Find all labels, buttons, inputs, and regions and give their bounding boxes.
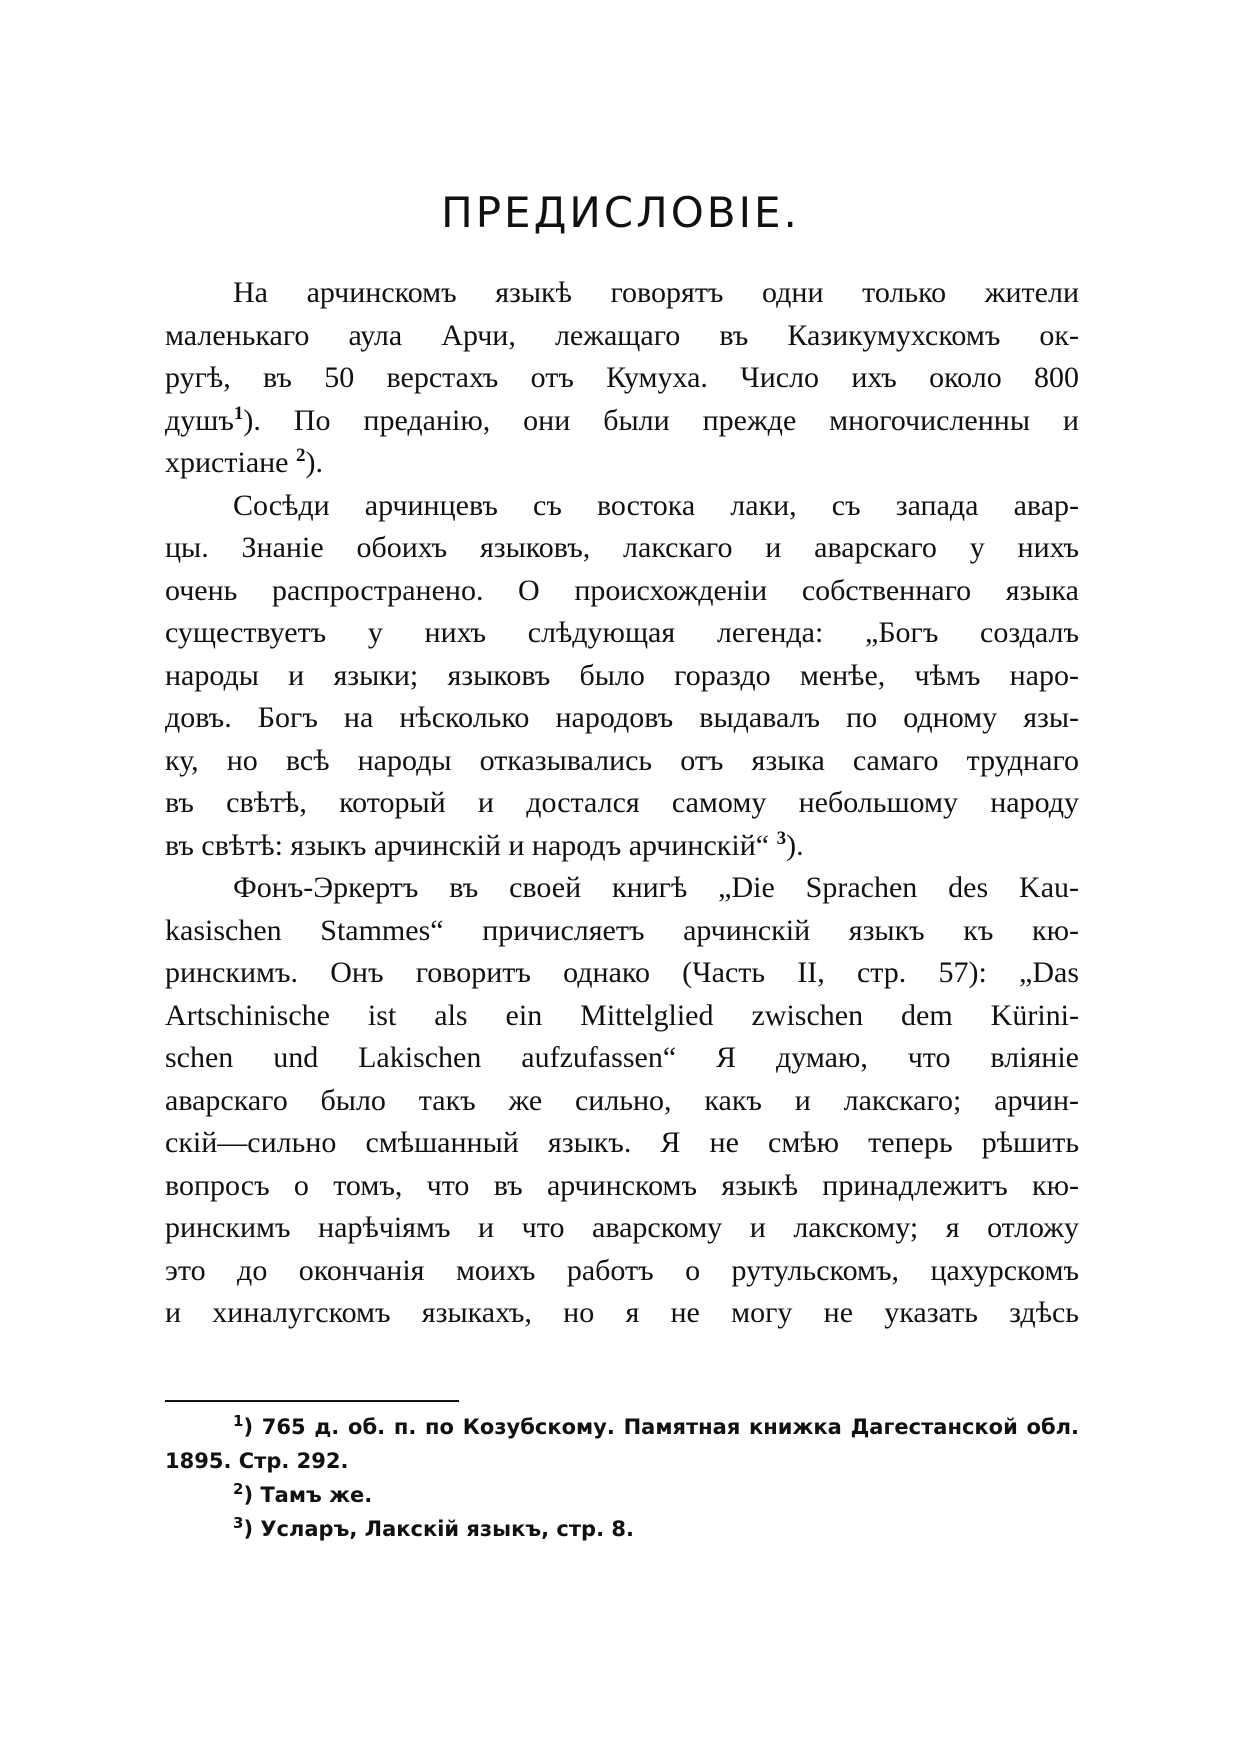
text-line: народы и языки; языковъ было гораздо менѣе, чѣмъ наро- bbox=[165, 658, 1079, 692]
footnote-line bbox=[165, 1512, 1079, 1546]
footnote-ref: 3 bbox=[776, 827, 787, 849]
text-line: ринскимъ нарѣчіямъ и что аварскому и лакскому; я отложу bbox=[165, 1211, 1079, 1244]
footnotes bbox=[165, 1410, 1079, 1546]
footnote-ref: 2 bbox=[296, 445, 306, 466]
text-line: довъ. Богъ на нѣсколько народовъ выдавалъ по одному язы- bbox=[165, 701, 1079, 734]
text-line: Фонъ-Эркертъ въ своей книгѣ „Die Sprachen des Kau- bbox=[233, 871, 1079, 904]
footnote-mark: 3 bbox=[233, 1514, 244, 1532]
footnote-text: ) Усларъ, Лакскій языкъ, стр. 8. bbox=[243, 1517, 634, 1541]
text-line: Artschinische ist als ein Mittelglied zwischen dem Kürini- bbox=[165, 998, 1079, 1032]
footnote-text: ) 765 д. об. п. по Козубскому. Памятная книжка Дагестанской обл. bbox=[243, 1415, 1079, 1439]
text-segment: душъ bbox=[165, 403, 234, 437]
footnote-mark: 2 bbox=[233, 1480, 244, 1498]
text-line bbox=[165, 442, 1079, 485]
text-line: schen und Lakischen aufzufassen“ Я думаю, что вліяніе bbox=[165, 1041, 1079, 1074]
paragraph-3 bbox=[165, 867, 1079, 1335]
text-line: это до окончанія моихъ работъ о рутульскомъ, цахурскомъ bbox=[165, 1253, 1079, 1287]
text-line: маленькаго аула Арчи, лежащаго въ Казикумухскомъ ок- bbox=[165, 318, 1079, 352]
body-text bbox=[165, 272, 1079, 1335]
text-line: ку, но всѣ народы отказывались отъ языка самаго труднаго bbox=[165, 743, 1079, 777]
text-segment: въ свѣтѣ: языкъ арчинскій и народъ арчинскій“ bbox=[165, 828, 777, 862]
paragraph-1 bbox=[165, 272, 1079, 485]
footnote-2 bbox=[165, 1478, 1079, 1512]
text-line: вопросъ о томъ, что въ арчинскомъ языкѣ принадлежитъ кю- bbox=[165, 1168, 1079, 1202]
text-line bbox=[165, 825, 1079, 868]
footnote-3 bbox=[165, 1512, 1079, 1546]
text-segment: ). bbox=[786, 828, 804, 862]
footnote-line bbox=[165, 1410, 1079, 1444]
footnote-divider bbox=[165, 1400, 459, 1402]
text-segment: ). По преданію, они были прежде многочисленны и bbox=[243, 403, 1079, 437]
page-title: ПРЕДИСЛОВІЕ. bbox=[441, 188, 800, 237]
text-line: На арчинскомъ языкѣ говорятъ одни только жители bbox=[233, 276, 1079, 309]
text-line bbox=[165, 400, 1079, 443]
text-line: цы. Знаніе обоихъ языковъ, лакскаго и аварскаго у нихъ bbox=[165, 531, 1079, 564]
text-line: существуетъ у нихъ слѣдующая легенда: „Богъ создалъ bbox=[165, 616, 1079, 649]
text-line: очень распространено. О происхожденіи собственнаго языка bbox=[165, 573, 1079, 607]
footnote-1 bbox=[165, 1410, 1079, 1478]
text-line: kasischen Stammes“ причисляетъ арчинскій языкъ къ кю- bbox=[165, 913, 1079, 947]
footnote-line bbox=[165, 1478, 1079, 1512]
text-line: Сосѣди арчинцевъ съ востока лаки, съ запада авар- bbox=[233, 488, 1079, 522]
text-line: скій—сильно смѣшанный языкъ. Я не смѣю теперь рѣшить bbox=[165, 1126, 1079, 1159]
text-line: въ свѣтѣ, который и достался самому небольшому народу bbox=[165, 786, 1079, 819]
text-segment: ). bbox=[305, 446, 324, 479]
text-line: аварскаго было такъ же сильно, какъ и лакскаго; арчин- bbox=[165, 1083, 1079, 1117]
paragraph-2 bbox=[165, 485, 1079, 868]
text-line: ринскимъ. Онъ говоритъ однако (Часть II, стр. 57): „Das bbox=[165, 956, 1079, 989]
footnote-line: 1895. Стр. 292. bbox=[165, 1449, 349, 1473]
text-segment: христіане bbox=[165, 446, 297, 479]
footnote-mark: 1 bbox=[233, 1412, 244, 1430]
footnote-text: ) Тамъ же. bbox=[243, 1483, 373, 1507]
text-line: ругѣ, въ 50 верстахъ отъ Кумуха. Число ихъ около 800 bbox=[165, 361, 1079, 394]
footnote-ref: 1 bbox=[233, 402, 244, 424]
text-line: и хиналугскомъ языкахъ, но я не могу не указать здѣсь bbox=[165, 1296, 1079, 1329]
